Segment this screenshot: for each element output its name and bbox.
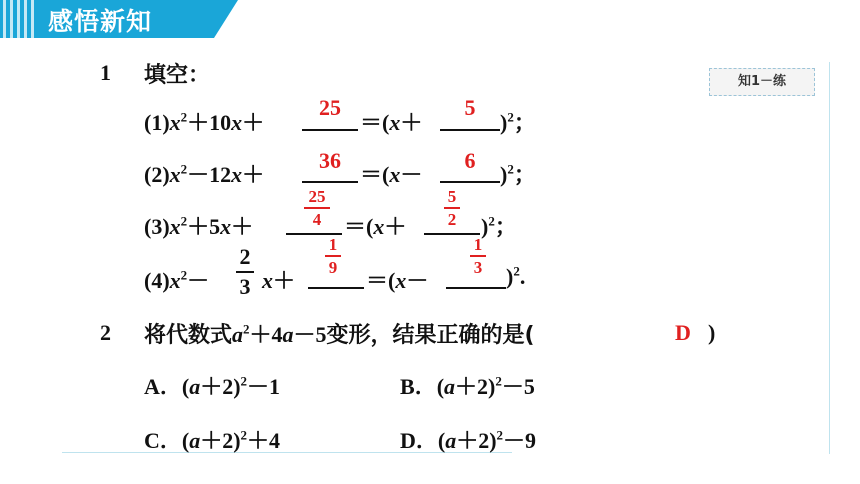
q1-part3-answer2-numerator: 5 <box>447 187 457 206</box>
section-banner <box>0 0 238 38</box>
q1-part3-answer2-denominator: 2 <box>447 210 457 229</box>
q1-part3-middle: ＝(x＋ <box>344 214 407 239</box>
q1-part4-left: $(4)x^2-$ <box>144 267 210 293</box>
q1-part1-answer2: 5 <box>464 95 476 120</box>
q1-part4-xterm: x＋ <box>262 268 296 293</box>
right-divider <box>829 62 830 454</box>
fraction-bar <box>304 207 330 209</box>
q1-part1-blank2 <box>440 129 500 131</box>
q1-part1-answer1: 25 <box>319 95 341 120</box>
q1-part4-coefficient-fraction <box>236 246 254 298</box>
q1-part4-answer1-numerator: 1 <box>328 235 338 254</box>
q1-part1-blank1 <box>302 129 358 131</box>
q1-part1-middle: ＝(x＋ <box>360 110 423 135</box>
option-a: A．$(a+2)^2-1$ <box>144 373 281 399</box>
q1-part4-answer2-denominator: 3 <box>473 258 483 277</box>
q1-part4-right: )$^2$. <box>506 263 526 289</box>
q1-part3-answer1-denominator: 4 <box>312 210 322 229</box>
question-1-label: 填空： <box>144 63 211 88</box>
q1-part4-blank1 <box>308 287 364 289</box>
q1-part3-blank2 <box>424 233 480 235</box>
q1-part2-answer1: 36 <box>319 148 341 173</box>
fraction-bar <box>236 271 254 273</box>
q1-part2-blank1 <box>302 181 358 183</box>
q1-part2-middle: ＝(x－ <box>360 162 423 187</box>
fraction-bar <box>325 255 341 257</box>
q1-part3-answer1-numerator: 25 <box>308 187 326 206</box>
q1-part4-coef-denominator: 3 <box>239 274 251 299</box>
option-b: B．$(a+2)^2-5$ <box>400 373 535 399</box>
q1-part1-right: )$^2$； <box>500 109 536 135</box>
section-title: 感悟新知 <box>48 7 153 36</box>
q1-part3-answer1-fraction <box>304 188 330 228</box>
q1-part4-blank2 <box>446 287 506 289</box>
q1-part3-answer2-fraction <box>444 188 460 228</box>
q1-part2-right: )$^2$； <box>500 161 536 187</box>
q1-part3-right: )$^2$； <box>481 213 517 239</box>
question-2-answer: D <box>675 320 691 345</box>
q1-part2-answer2: 6 <box>464 148 476 173</box>
question-2-close-paren: ) <box>708 320 716 345</box>
q1-part4-answer2-fraction <box>470 236 486 276</box>
option-c: C．$(a+2)^2+4$ <box>144 427 281 453</box>
q1-part2-blank2 <box>440 181 500 183</box>
q1-part4-middle: ＝(x－ <box>366 268 429 293</box>
question-2-stem: 将代数式$a^2+4a-5$变形，结果正确的是( <box>144 321 535 348</box>
q1-part4-answer1-fraction <box>325 236 341 276</box>
q1-part1-left: $(1)x^2+10x+$ <box>144 109 265 135</box>
question-1-number: 1 <box>100 60 111 85</box>
q1-part2-left: $(2)x^2-12x+$ <box>144 161 265 187</box>
question-2-number: 2 <box>100 320 111 345</box>
fraction-bar <box>470 255 486 257</box>
q1-part4-answer1-denominator: 9 <box>328 258 338 277</box>
q1-part4-coef-numerator: 2 <box>239 244 251 269</box>
option-d: D．$(a+2)^2-9$ <box>400 427 537 453</box>
practice-badge: 知1－练 <box>709 68 815 96</box>
q1-part3-left: $(3)x^2+5x+$ <box>144 213 254 239</box>
fraction-bar <box>444 207 460 209</box>
q1-part4-answer2-numerator: 1 <box>473 235 483 254</box>
